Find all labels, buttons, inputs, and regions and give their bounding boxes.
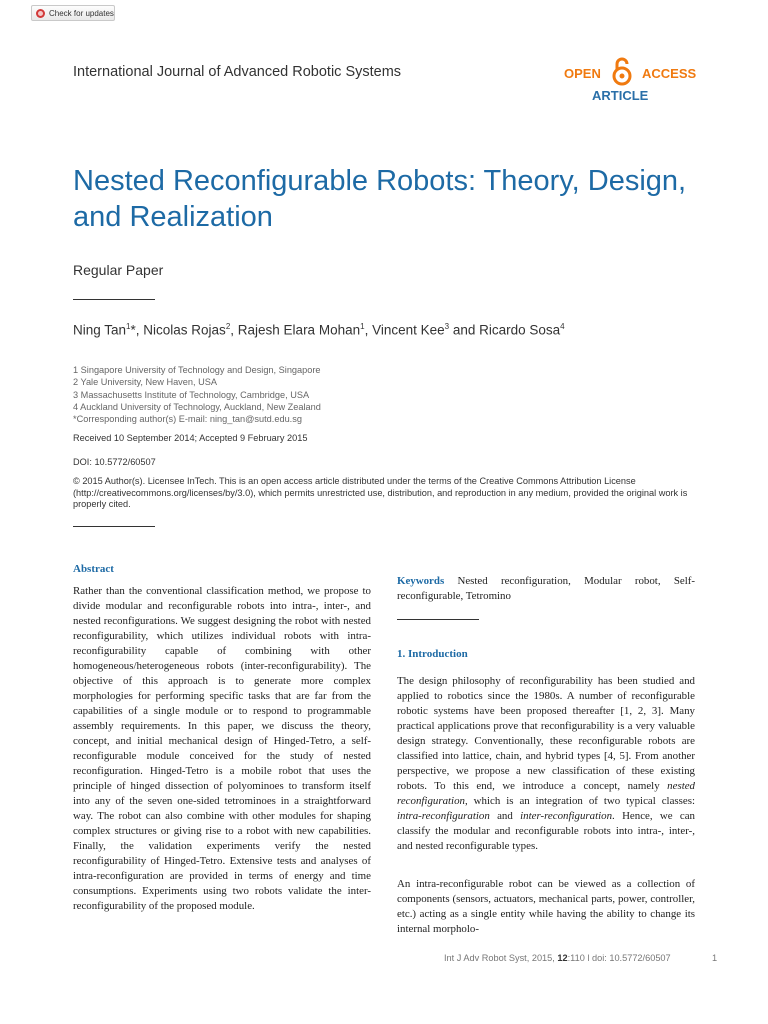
author-name: Ricardo Sosa — [479, 322, 561, 338]
paper-title: Nested Reconfigurable Robots: Theory, Design, and Realization — [73, 165, 687, 233]
author-affiliation-number: 1 — [126, 322, 131, 331]
check-for-updates-label: Check for updates — [49, 8, 114, 18]
check-for-updates-badge[interactable] — [31, 5, 115, 21]
paper-type: Regular Paper — [73, 262, 164, 278]
license-text: © 2015 Author(s). Licensee InTech. This is an open access article distributed under the terms of the Creative Commons Attribution License (http://creativecommons.org/licenses/by/3.0), which permits unrestricted use, distribution, and reproduction in any medium, provided the original work is properly cited. — [73, 476, 688, 510]
corresponding-author: *Corresponding author(s) E-mail: ning_tan@sutd.edu.sg — [73, 414, 302, 425]
author-list — [73, 322, 565, 338]
abstract-text: Rather than the conventional classification method, we propose to divide modular and reconfigurable robots into intra-, inter-, and nested reconfigurations. We suggest designing the robot with nested reconfigurability, which utilizes individual robots with intra-reconfigurability capable of combining with other homogeneous/heterogeneous robots (inter-reconfigurability). The objective of this approach is to generate more complex morphologies for performing specific tasks that are far from the capabilities of a single module or to respond to programmable assembly requirements. In this paper, we discuss the theory, concept, and initial mechanical design of Hinged-Tetro, a self-reconfigurable module conceived for the study of nested reconfiguration. Hinged-Tetro is a mobile robot that uses the principle of hinged dissection of polyominoes to transform itself into any of the seven one-sided tetrominoes in a straightforward way. The robot can also combine with other modules for shaping complex structures or giving rise to a robot with new capabilities. Finally, the validation experiments verify the nested reconfigurability of Hinged-Tetro. Extensive tests and analyses of intra-reconfiguration are provided in terms of energy and time consumptions. Experiments using two robots validate the inter-reconfigurability of the proposed module. — [73, 585, 371, 912]
intro-term: inter-reconfiguration — [520, 810, 613, 822]
citation-prefix: Int J Adv Robot Syst, 2015, — [444, 953, 558, 963]
author-separator: , — [230, 322, 238, 338]
footer-citation — [444, 953, 671, 963]
intro-text: The design philosophy of reconfigurability has been studied and applied to robotics since the 1980s. A number of reconfigurable robotic systems have been proposed thereafter [1, 2, 3]. Many practical applications prove that reconfigurability is a very valuable design strategy. Conventionally, these reconfigurable robots are classified into lattice, chain, and hybrid types [4, 5]. From another perspective, we propose a new classification of these existing robots. To this end, we introduce a concept, namely — [397, 675, 695, 792]
intro-text: . Hence, we can classify the modular and reconfigurable robots into intra-, inter-, and nested reconfigurable types. — [397, 810, 695, 852]
open-access-logo — [562, 56, 697, 106]
affiliation-line: 2 Yale University, New Haven, USA — [73, 377, 217, 388]
citation-suffix: :110 l doi: 10.5772/60507 — [567, 953, 671, 963]
received-dates: Received 10 September 2014; Accepted 9 February 2015 — [73, 433, 308, 443]
title-divider — [73, 299, 155, 300]
author-name: Ning Tan — [73, 322, 127, 338]
license-divider — [73, 526, 155, 527]
keywords-divider — [397, 619, 479, 620]
doi-line: DOI: 10.5772/60507 — [73, 457, 156, 467]
author-affiliation-number: 2 — [225, 322, 231, 331]
author-separator: , — [364, 322, 373, 338]
intro-text: , which is an integration of two typical classes: — [464, 795, 695, 807]
intro-text: and — [489, 810, 521, 822]
introduction-paragraph-1 — [397, 674, 695, 854]
author-separator: , — [135, 322, 144, 338]
keywords-label: Keywords — [397, 575, 445, 587]
author-separator: and — [449, 322, 480, 338]
keywords-section — [397, 574, 695, 604]
open-lock-icon — [610, 56, 634, 86]
author-name: Nicolas Rojas — [143, 322, 226, 338]
crossmark-icon — [36, 9, 45, 18]
abstract-heading: Abstract — [73, 563, 114, 575]
affiliation-line: 4 Auckland University of Technology, Auckland, New Zealand — [73, 401, 321, 412]
introduction-heading: 1. Introduction — [397, 648, 468, 660]
author-affiliation-number: 3 — [444, 322, 450, 331]
open-access-open-text: OPEN — [564, 66, 601, 81]
affiliation-line: 3 Massachusetts Institute of Technology, Cambridge, USA — [73, 389, 310, 400]
affiliations — [73, 364, 321, 425]
citation-volume: 12 — [557, 953, 568, 963]
author-mark: * — [130, 322, 136, 338]
open-access-article-text: ARTICLE — [592, 88, 649, 103]
intro-term: intra-reconfiguration — [397, 810, 490, 822]
author-name: Vincent Kee — [372, 322, 445, 338]
author-affiliation-number: 4 — [560, 322, 565, 331]
affiliation-line: 1 Singapore University of Technology and Design, Singapore — [73, 365, 321, 375]
author-affiliation-number: 1 — [360, 322, 365, 331]
journal-name: International Journal of Advanced Robotic Systems — [73, 64, 402, 80]
intro-term: nested reconfiguration — [397, 780, 695, 807]
page-number: 1 — [712, 953, 718, 963]
abstract-section — [73, 563, 371, 914]
open-access-access-text: ACCESS — [642, 66, 697, 81]
author-name: Rajesh Elara Mohan — [237, 322, 361, 338]
introduction-paragraph-2: An intra-reconfigurable robot can be viewed as a collection of components (sensors, actuators, mechanical parts, power, controller, etc.) acting as a single entity while having the ability to change its internal morpholo- — [397, 878, 695, 935]
keywords-text: Nested reconfiguration, Modular robot, Self-reconfigurable, Tetromino — [397, 575, 695, 602]
